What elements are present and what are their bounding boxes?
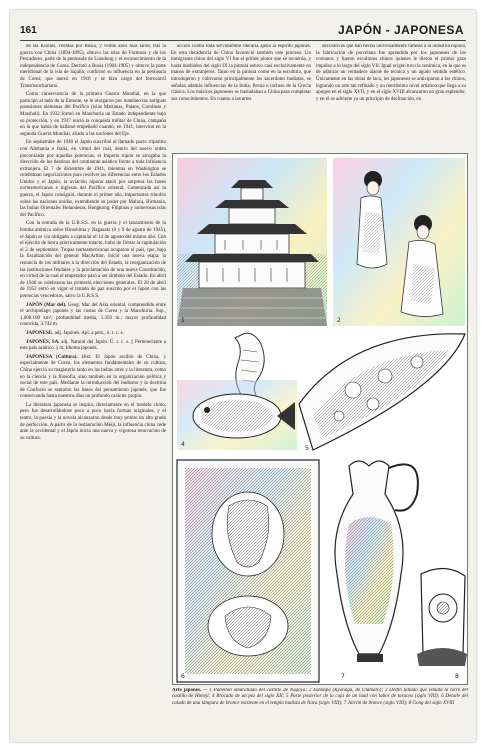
castle-illustration xyxy=(177,158,327,326)
gong-illustration xyxy=(417,568,467,680)
paragraph: Con la entrada de la U.R.S.S. en la guerra y el lanzamiento de la bomba atómica sobre Hiroshima y Nagasaki (6 y 9 de agosto de 1945), el Japón se vio obligado a capitular el 14 de agosto del mismo año. Con el ejército de tierra prácticamente intacto, hubo de firmar la capitulación el 2 de septiembre. Tropas norteamericanas ocuparon el país, que, bajo la fiscalización del general MacArthur, inició una nueva etapa: la renuncia de los militares a la dirección del Estado, la reorganización de las instituciones feudales y la proclamación de una nueva Constitución, en virtud de la cual el emperador pasó a ser símbolo del Estado. En abril de 1946 se celebraron las primeras elecciones generales. El 28 de abril de 1952 entró en vigor el tratado de paz suscrito por el Japón con las potencias vencedoras, salvo la U.R.S.S. xyxy=(20,221,166,299)
encyclopedia-page xyxy=(10,10,476,742)
caption-text: — 1 Pabellón amurallado del castillo de Nagoya; 2 Estampa (Kyonaga, de Utamaro); 3 Delfín tallado que remata la torre del castillo de Himeji; 4 Brocado de un pez del siglo XII; 5 Parte posterior de la caja de un laúd con labor de taracea (siglo VIII); 6 Detalle del calado de una lámpara de bronce existente en el templo budista de Nara (siglo VIII); 7 Jarrón de bronce (siglo VIII); 8 Gong del siglo XVIII xyxy=(172,688,468,706)
text-column-3 xyxy=(316,44,466,150)
plate-illustrations xyxy=(173,154,468,685)
entry-japon-mar: JAPÓN (Mar del). Geog. Mar del Asia oriental, comprendido entre el archipiélago japonés y las costas de Corea y la Manchuria. Sup., 1.000.100 km²; profundidad media, 1.350 m.; mayor profundidad conocida, 3.742 m. xyxy=(20,302,166,328)
figure-number: 8 xyxy=(455,673,459,680)
fish-brocade-illustration xyxy=(177,380,297,450)
figure-number: 1 xyxy=(181,317,185,324)
entry-japonese: JAPONESE. adj. Japonés. Apl. a pers., ú. t. c. s. xyxy=(26,330,124,336)
entry-japones: JAPONÉS, SA. adj. Natural del Japón. Ú. t. c. s. || Perteneciente a este país asiático. || m. Idioma japonés. xyxy=(20,339,166,352)
paragraph: En septiembre de 1940 el Japón suscribió el llamado pacto tripartito con Alemania e Italia, en virtud del cual, dentro del nuevo orden preconizado por aquellas potencias, el Imperio nipón se arrogaba la dirección de los destinos del continente asiático frente a toda influencia extranjera. El 7 de diciembre de 1941, mientras en Washington se celebraban negociaciones para resolver las diferencias entre los Estados Unidos y el Japón, la aviación nipona atacó por sorpresa las bases norteamericanas e inglesas del Pacífico oriental. Comenzada así la guerra, el Japón consiguió, durante el primer año, importantes triunfos sobre las naciones unidas, extendiendo su poder por Malaca, Birmania, las Indias Orientales Holandesas, Hongkong, Filipinas y numerosas islas del Pacífico. xyxy=(20,140,166,218)
entry-japonesa-cultura: JAPONESA (Cultura). Hist. El Japón recibió de China, y especialmente de Corea, los elementos fundamentales de su cultura, China ejerció su magisterio tanto en las bellas artes y la literatura, como en la ciencia y la filosofía, sino también en la organización política y social de este país. Mediante la introducción del budismo y la doctrina de Confucio se sentaron las bases del pensamiento japonés, que fue conservando hasta nuestros días un profundo carácter propio. xyxy=(20,354,166,400)
lute-back-illustration xyxy=(299,334,465,452)
figure-number: 6 xyxy=(181,673,185,680)
japanese-art-plate xyxy=(172,153,468,685)
lamp-panel-illustration xyxy=(177,460,319,682)
page-header xyxy=(20,25,466,41)
paragraph: La literatura japonesa se inspira, directamente en el modelo chino, pero fue desarrollándose poco a poco hacia formas originales, y el teatro, la poesía y la novela alcanzaron desde muy pronto un alto grado de perfección. A partir de la restauración Meiji, la influencia china cede ante la occidental y el Japón inicia una nueva y vigorosa renovación de su cultura. xyxy=(20,402,166,441)
figure-number: 4 xyxy=(181,441,185,448)
plate-caption xyxy=(172,688,468,738)
figure-number: 2 xyxy=(337,317,341,324)
page-title: JAPÓN - JAPONESA xyxy=(337,23,464,37)
text-column-1 xyxy=(20,44,166,692)
bronze-vase-illustration xyxy=(335,461,418,680)
caption-title: Arte japonés. xyxy=(172,688,202,693)
figure-number: 7 xyxy=(341,673,345,680)
text-column-2 xyxy=(171,44,311,150)
woodblock-print-illustration xyxy=(333,158,465,326)
figure-number: 5 xyxy=(305,445,309,452)
paragraph: acción contra toda servidumbre literaria ajena al espíritu japonés. En esta decadencia de China favoreció también este proceso. Un inmigrante chino del siglo VI fue el primer pintor que se recuerda, y hasta mediados del siglo IX la pintura estuvo casi exclusivamente en manos de extranjeros. Tanto en la pintura como en la escultura, que introdujeron y cultivaron principalmente los sacerdotes budistas, se señalan además influencias de la India, Persia e incluso de la Grecia clásica. Los músicos japoneses se trasladaban a China para completar sus conocimientos. En cuanto a las artes xyxy=(171,44,311,102)
paragraph: Como consecuencia de la primera Guerra Mundial, en la que participó al lado de la Entente, se le otorgaron por mandato las antiguas posesiones alemanas del Pacífico (islas Marianas, Palaos, Carolinas y Marshall). En 1932 formó en Manchuria un Estado independiente bajo su protección, y en 1937 inició la conquista militar de China, campaña en la que había de hallarse empeñado cuando, en 1941, intervino en la segunda Guerra Mundial, aliado a las naciones del Eje. xyxy=(20,92,166,137)
paragraph: decorativas que han hecho universalmente famosa a la industria nipona, la fabricación de porcelana fue aprendida por los japoneses de los coreanos y fueron escultores chinos quienes le dieron el primer gran impulso a lo largo del siglo VII. Igual origen tuvo la cerámica, en la que es de admirar un verdadero alarde de técnica y un agudo sentido estético. Únicamente en las obras de laca, los japoneses se anticiparon a los chinos, logrando un arte tan refinado y un meritísimo nivel artístico que llega a su apogeo en el siglo XVII, y en el siglo XVIII alcanzaron un gran esplendor, y en él se advierte ya un principio de declinación, en xyxy=(316,44,466,102)
page-number: 161 xyxy=(20,25,37,36)
paragraph: de las Kuriles, cedidas por Rusia, y veinte años más tarde, tras la guerra con China (1894-1895), obtuvo las islas de Formosa y de los Pescadores, parte de la península de Liaodung y el reconocimiento de la independencia de Corea. Derrotó a Rusia (1904-1905) y obtuvo la parte meridional de la isla de Sajalín, confirmó su influencia en la península de Corea, que anexó en 1910 y se hizo cargo del ferrocarril Transmanchuriano. xyxy=(20,44,166,89)
